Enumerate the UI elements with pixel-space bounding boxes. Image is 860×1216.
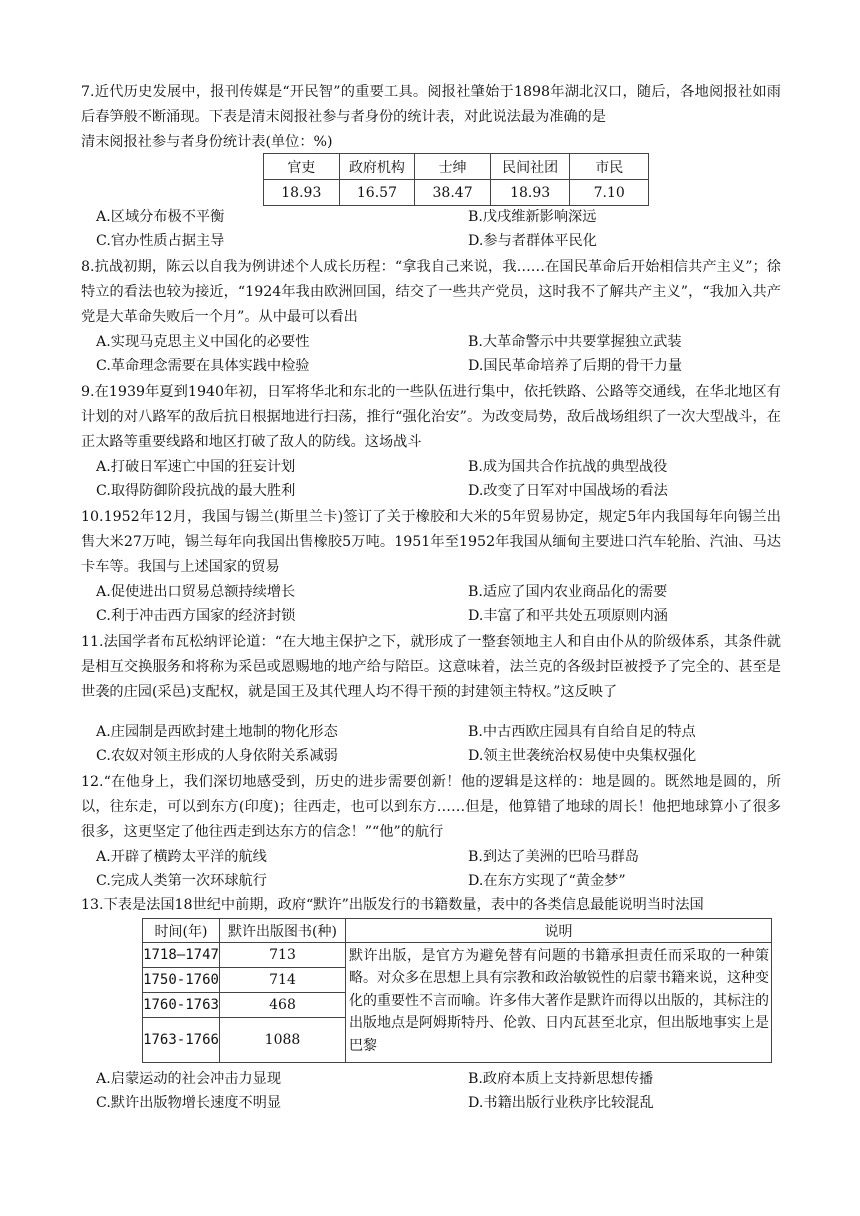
option-c[interactable]: C.取得防御阶段抗战的最大胜利 (96, 483, 296, 499)
table-cell-books: 468 (220, 993, 346, 1018)
option-b[interactable]: B.到达了美洲的巴哈马群岛 (468, 849, 639, 865)
table-cell: 18.93 (264, 180, 340, 206)
question-13-table (142, 918, 772, 1063)
option-d[interactable]: D.参与者群体平民化 (468, 233, 597, 249)
table-header-cell: 官吏 (264, 154, 340, 180)
question-9-text: 9.在1939年夏到1940年初，日军将华北和东北的一些队伍进行集中，依托铁路、公路等交通线，在华北地区有计划的对八路军的敌后抗日根据地进行扫荡，推行“强化治安”。为改变局势，敌后战场组织了一次大型战斗，在正太路等重要线路和地区打破了敌人的防线。这场战斗 (81, 384, 781, 451)
option-a[interactable]: A.开辟了横跨太平洋的航线 (96, 849, 267, 865)
table-header-time: 时间(年) (143, 919, 220, 943)
option-d[interactable]: D.改变了日军对中国战场的看法 (468, 483, 668, 499)
question-7-table (263, 153, 649, 206)
option-b[interactable]: B.大革命警示中共要掌握独立武装 (468, 334, 682, 350)
question-12-text: 12.“在他身上，我们深切地感受到，历史的进步需要创新！他的逻辑是这样的：地是圆的。既然地是圆的，所以，往东走，可以到东方(印度)；往西走，也可以到东方……但是，他算错了地球的周长！他把地球算小了很多很多，这更坚定了他往西走到达东方的信念！”“他”的航行 (81, 774, 781, 841)
option-d[interactable]: D.丰富了和平共处五项原则内涵 (468, 608, 668, 624)
option-c[interactable]: C.利于冲击西方国家的经济封锁 (96, 608, 296, 624)
option-b[interactable]: B.成为国共合作抗战的典型战役 (468, 459, 668, 475)
option-c[interactable]: C.农奴对领主形成的人身依附关系减弱 (96, 748, 338, 764)
option-a[interactable]: A.打破日军速亡中国的狂妄计划 (96, 459, 296, 475)
table-header-books: 默许出版图书(种) (220, 919, 346, 943)
table-header-cell: 政府机构 (339, 154, 415, 180)
table-header-cell: 士绅 (415, 154, 491, 180)
option-c[interactable]: C.革命理念需要在具体实践中检验 (96, 358, 310, 374)
question-7-text: 7.近代历史发展中，报刊传媒是“开民智”的重要工具。阅报社肇始于1898年湖北汉口，随后，各地阅报社如雨后春笋般不断涌现。下表是清末阅报社参与者身份的统计表，对此说法最为准确的是 (81, 84, 781, 126)
option-a[interactable]: A.启蒙运动的社会冲击力显现 (96, 1071, 282, 1087)
option-b[interactable]: B.中古西欧庄园具有自给自足的特点 (468, 724, 696, 740)
table-cell-time: 1750-1760 (143, 968, 220, 993)
option-a[interactable]: A.促使进出口贸易总额持续增长 (96, 584, 296, 600)
option-a[interactable]: A.庄园制是西欧封建土地制的物化形态 (96, 724, 338, 740)
table-cell-books: 1088 (220, 1018, 346, 1063)
option-c[interactable]: C.官办性质占据主导 (96, 233, 225, 249)
table-cell-books: 714 (220, 968, 346, 993)
question-7-table-caption: 清末阅报社参与者身份统计表(单位：%) (81, 134, 333, 150)
table-cell-time: 1718—1747 (143, 943, 220, 968)
table-header-note: 说明 (346, 919, 772, 943)
table-cell: 38.47 (415, 180, 491, 206)
table-cell-time: 1763-1766 (143, 1018, 220, 1063)
option-c[interactable]: C.完成人类第一次环球航行 (96, 873, 267, 889)
option-b[interactable]: B.戊戌维新影响深远 (468, 209, 597, 225)
option-c[interactable]: C.默许出版物增长速度不明显 (96, 1095, 282, 1111)
question-11-text: 11.法国学者布瓦松纳评论道：“在大地主保护之下，就形成了一整套领地主人和自由仆从的阶级体系，其条件就是相互交换服务和将称为采邑或恩赐地的地产给与陪臣。这意味着，法兰克的各级封臣被授予了完全的、甚至是世袭的庄园(采邑)支配权，就是国王及其代理人均不得干预的封建领主特权。”这反映了 (81, 634, 781, 701)
question-13-text: 13.下表是法国18世纪中前期，政府“默许”出版发行的书籍数量，表中的各类信息最能说明当时法国 (81, 897, 704, 913)
table-header-cell: 市民 (570, 154, 649, 180)
option-d[interactable]: D.领主世袭统治权易使中央集权强化 (468, 748, 697, 764)
option-a[interactable]: A.实现马克思主义中国化的必要性 (96, 334, 310, 350)
table-cell-books: 713 (220, 943, 346, 968)
option-b[interactable]: B.政府本质上支持新思想传播 (468, 1071, 654, 1087)
option-d[interactable]: D.在东方实现了“黄金梦” (468, 873, 626, 889)
option-d[interactable]: D.国民革命培养了后期的骨干力量 (468, 358, 683, 374)
option-d[interactable]: D.书籍出版行业秩序比较混乱 (468, 1095, 654, 1111)
table-cell-note: 默许出版，是官方为避免替有问题的书籍承担责任而采取的一种策略。对众多在思想上具有宗教和政治敏锐性的启蒙书籍来说，这种变化的重要性不言而喻。许多伟大著作是默许而得以出版的，其标注的出版地点是阿姆斯特丹、伦敦、日内瓦甚至北京，但出版地事实上是巴黎 (346, 943, 772, 1063)
table-header-cell: 民间社团 (490, 154, 570, 180)
option-b[interactable]: B.适应了国内农业商品化的需要 (468, 584, 668, 600)
option-a[interactable]: A.区域分布极不平衡 (96, 209, 225, 225)
table-cell: 7.10 (570, 180, 649, 206)
question-10-text: 10.1952年12月，我国与锡兰(斯里兰卡)签订了关于橡胶和大米的5年贸易协定，规定5年内我国每年向锡兰出售大米27万吨，锡兰每年向我国出售橡胶5万吨。1951年至1952年我国从缅甸主要进口汽车轮胎、汽油、马达卡车等。我国与上述国家的贸易 (81, 509, 781, 576)
table-cell: 18.93 (490, 180, 570, 206)
table-cell-time: 1760-1763 (143, 993, 220, 1018)
table-cell: 16.57 (339, 180, 415, 206)
question-8-text: 8.抗战初期，陈云以自我为例讲述个人成长历程：“拿我自己来说，我……在国民革命后开始相信共产主义”；徐特立的看法也较为接近，“1924年我由欧洲回国，结交了一些共产党员，这时我不了解共产主义”，“我加入共产党是大革命失败后一个月”。从中最可以看出 (81, 259, 781, 326)
